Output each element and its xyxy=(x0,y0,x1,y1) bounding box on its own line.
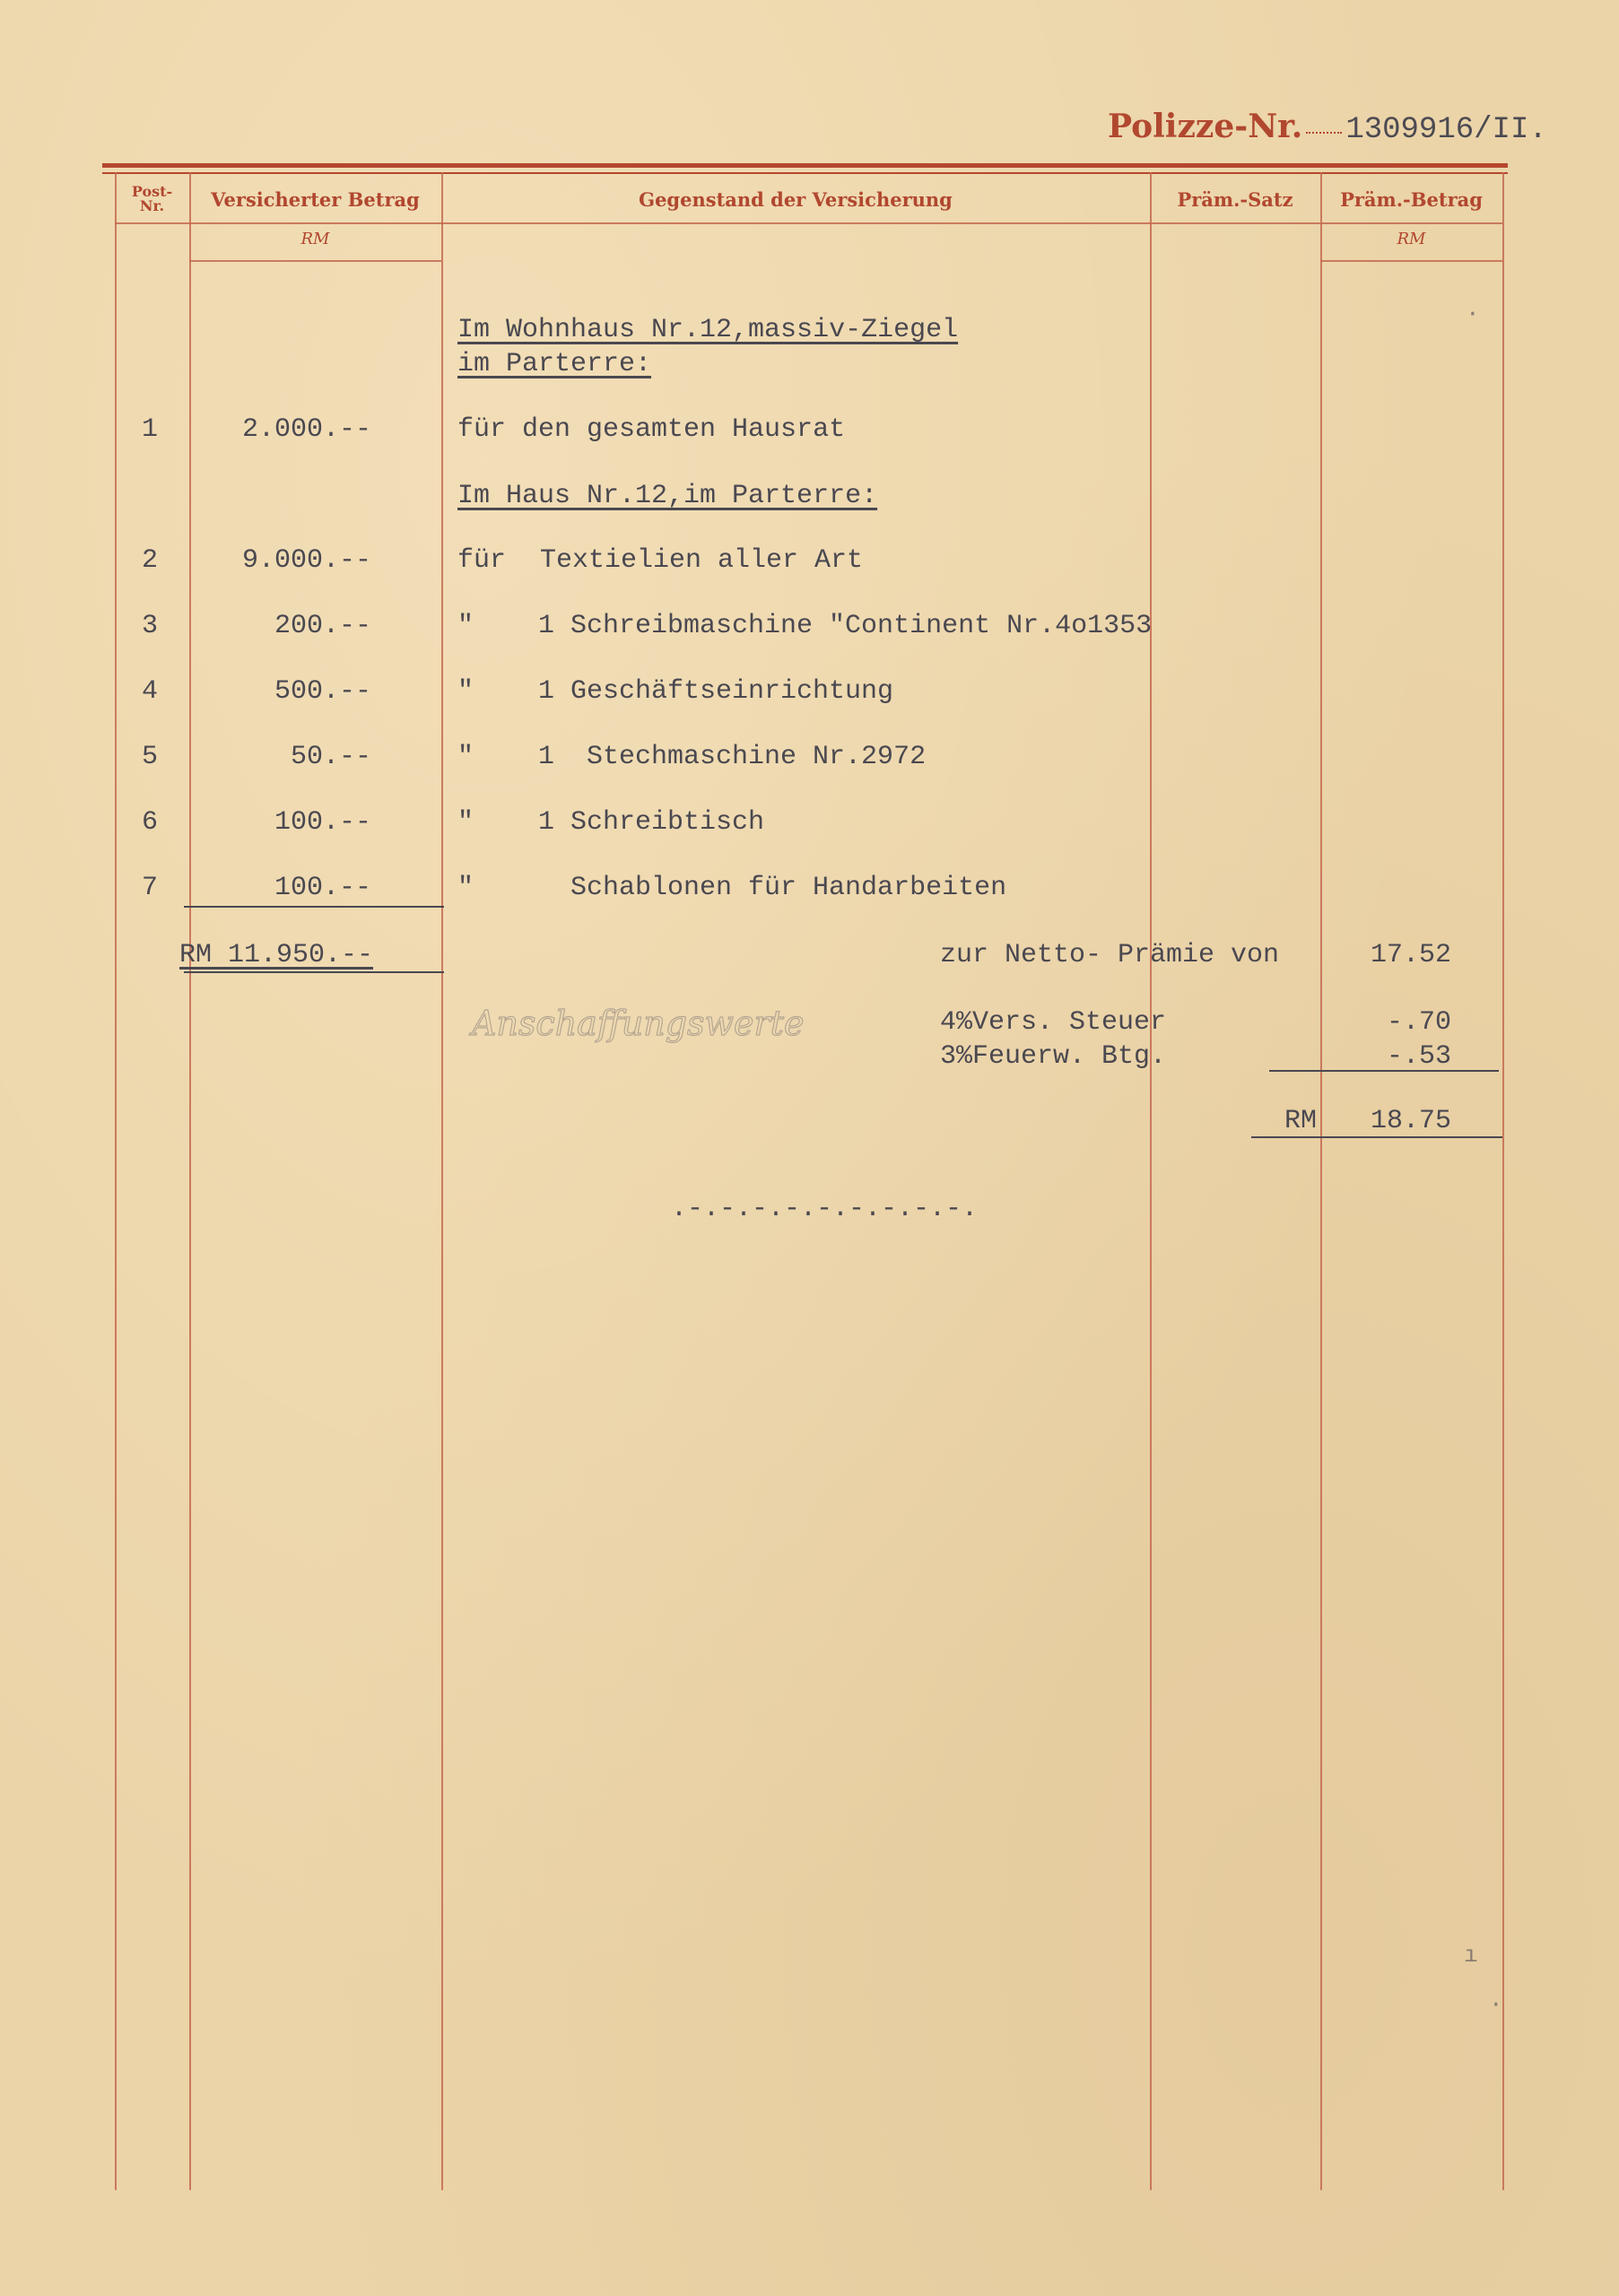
column-line-left xyxy=(115,172,117,2190)
header-pos-nr xyxy=(115,179,189,219)
unit-left: RM xyxy=(300,230,330,248)
policy-label: Polizze-Nr. xyxy=(1108,108,1303,145)
item-nr: 1 xyxy=(142,414,159,445)
fire-brigade-value: -.53 xyxy=(1386,1041,1451,1072)
item-text: für den gesamten Hausrat xyxy=(457,414,846,445)
tax-value: -.70 xyxy=(1386,1007,1451,1038)
item-text: Textielien aller Art xyxy=(540,545,864,576)
fire-brigade-label: 3%Feuerw. Btg. xyxy=(940,1041,1167,1072)
total-premium: 18.75 xyxy=(1370,1106,1451,1136)
column-line-right xyxy=(1502,172,1504,2190)
header-subject: Gegenstand der Versicherung xyxy=(639,187,953,211)
item-amount: 100.-- xyxy=(274,807,371,838)
speck-mark: · xyxy=(1466,300,1480,327)
item-amount: 100.-- xyxy=(274,873,371,903)
sum-rule-bottom xyxy=(184,971,444,973)
item-nr: 6 xyxy=(142,807,159,838)
item-amount: 2.000.-- xyxy=(241,414,371,445)
column-line-pos xyxy=(189,172,191,2190)
top-rule-thin xyxy=(102,172,1508,174)
header-pos-nr-line2: Nr. xyxy=(139,197,165,214)
item-amount: 50.-- xyxy=(290,742,371,772)
header-premium-amount: Präm.-Betrag xyxy=(1340,187,1483,211)
column-line-rate xyxy=(1320,172,1322,2190)
net-premium-value: 17.52 xyxy=(1370,940,1451,970)
speck-mark: ı xyxy=(1464,1942,1478,1969)
item-text: 1 Stechmaschine Nr.2972 xyxy=(538,742,927,772)
header-pos-nr-line1: Post- xyxy=(131,183,173,200)
unit-rule-right xyxy=(1320,260,1502,262)
item-nr: 7 xyxy=(142,873,159,903)
item-prefix: für xyxy=(457,545,507,576)
item-nr: 4 xyxy=(142,676,159,707)
speck-mark: · xyxy=(1489,1991,1503,2018)
premium-subtotal-rule xyxy=(1269,1070,1499,1072)
item-text: 1 Schreibtisch xyxy=(538,807,765,838)
item-prefix: " xyxy=(457,807,474,838)
total-rule xyxy=(1251,1136,1502,1138)
item-amount: 200.-- xyxy=(274,611,371,641)
total-currency: RM xyxy=(1284,1106,1318,1136)
tax-label: 4%Vers. Steuer xyxy=(940,1007,1167,1038)
sum-total: RM 11.950.-- xyxy=(179,940,374,970)
item-prefix: " xyxy=(457,873,474,903)
top-rule xyxy=(102,163,1508,168)
item-text: 1 Schreibmaschine "Continent Nr.4o1353 xyxy=(538,611,1153,641)
handwritten-note xyxy=(466,996,843,1049)
column-line-subject xyxy=(1150,172,1152,2190)
item-amount: 500.-- xyxy=(274,676,371,707)
section-heading-1-line2: im Parterre: xyxy=(457,349,652,379)
item-prefix: " xyxy=(457,742,474,772)
section-heading-2: Im Haus Nr.12,im Parterre: xyxy=(457,481,878,511)
item-text: 1 Geschäftseinrichtung xyxy=(538,676,894,707)
unit-right: RM xyxy=(1397,230,1426,248)
section-heading-1-line1: Im Wohnhaus Nr.12,massiv-Ziegel xyxy=(457,315,959,345)
header-premium-rate: Präm.-Satz xyxy=(1177,187,1293,211)
item-text: Schablonen für Handarbeiten xyxy=(538,873,1007,903)
header-insured-amount: Versicherter Betrag xyxy=(211,187,420,211)
net-premium-label: zur Netto- Prämie von xyxy=(940,940,1280,970)
separator-line: .-.-.-.-.-.-.-.-.-. xyxy=(671,1194,979,1224)
item-nr: 2 xyxy=(142,545,159,576)
handwritten-note-text: Anschaffungswerte xyxy=(472,1004,805,1043)
policy-dotted-line xyxy=(1306,132,1342,134)
column-line-amount xyxy=(441,172,443,2190)
policy-number: 1309916/II. xyxy=(1345,113,1547,147)
item-prefix: " xyxy=(457,611,474,641)
item-nr: 3 xyxy=(142,611,159,641)
header-rule xyxy=(115,222,1502,224)
policy-number-block xyxy=(1108,108,1547,161)
item-prefix: " xyxy=(457,676,474,707)
item-amount: 9.000.-- xyxy=(241,545,371,576)
sum-rule-top xyxy=(184,906,444,908)
unit-rule-left xyxy=(189,260,441,262)
item-nr: 5 xyxy=(142,742,159,772)
